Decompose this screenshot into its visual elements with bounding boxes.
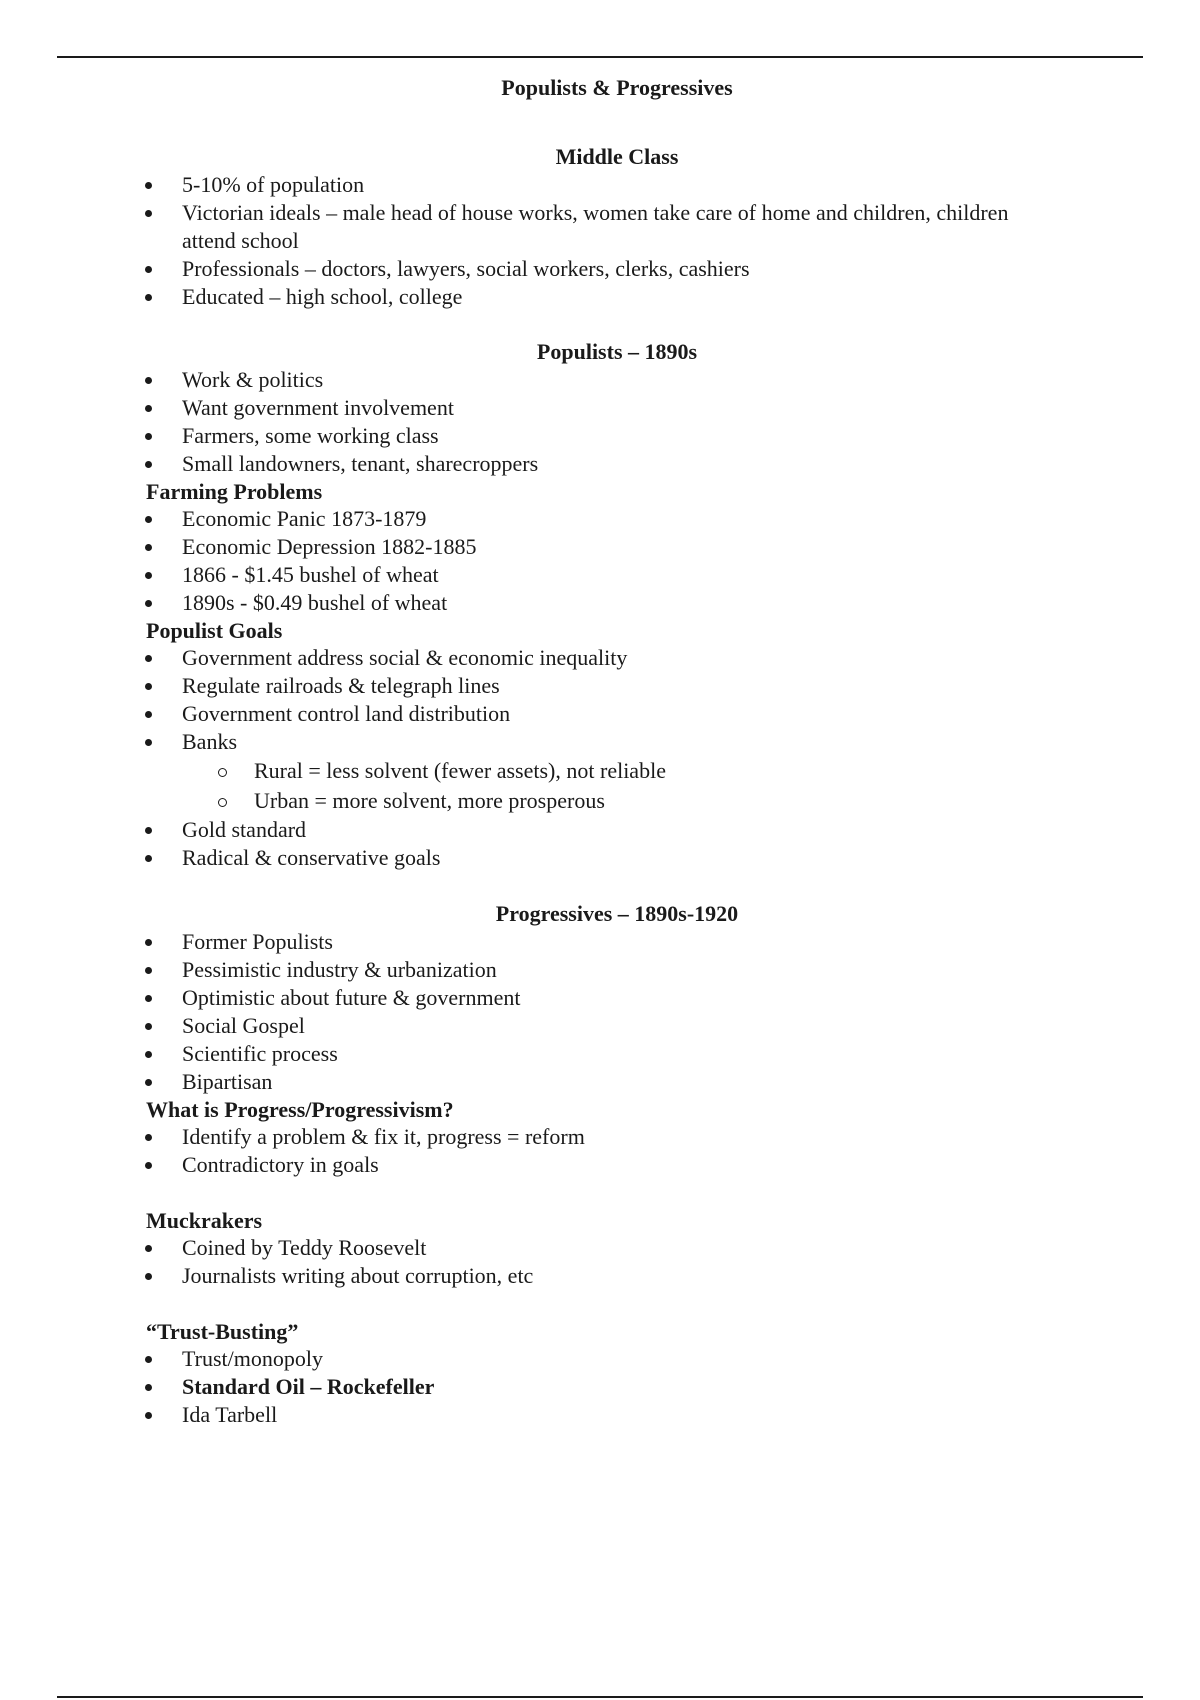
list-item: Farmers, some working class bbox=[0, 422, 1200, 450]
document-title: Populists & Progressives bbox=[501, 75, 733, 100]
list-item: Educated – high school, college bbox=[0, 283, 1200, 311]
list-item: Ida Tarbell bbox=[0, 1401, 1200, 1429]
bottom-rule bbox=[57, 1696, 1143, 1698]
section-trust-busting bbox=[0, 1318, 1200, 1429]
section-heading: Middle Class bbox=[555, 144, 679, 169]
bullet-list bbox=[0, 928, 1200, 1096]
section-progressives bbox=[0, 900, 1200, 1179]
list-item: Regulate railroads & telegraph lines bbox=[0, 672, 1200, 700]
list-item: Professionals – doctors, lawyers, social workers, clerks, cashiers bbox=[0, 255, 1200, 283]
bullet-list bbox=[0, 816, 1200, 872]
sub-heading-what-is-progress: What is Progress/Progressivism? bbox=[146, 1097, 454, 1122]
list-item: Scientific process bbox=[0, 1040, 1200, 1068]
section-heading: Progressives – 1890s-1920 bbox=[495, 901, 739, 926]
list-item: Pessimistic industry & urbanization bbox=[0, 956, 1200, 984]
list-item: Coined by Teddy Roosevelt bbox=[0, 1234, 1200, 1262]
banks-label: Banks bbox=[182, 729, 237, 754]
list-item: Contradictory in goals bbox=[0, 1151, 1200, 1179]
sub-list-item: Urban = more solvent, more prosperous bbox=[0, 786, 1200, 816]
list-item: Small landowners, tenant, sharecroppers bbox=[0, 450, 1200, 478]
sub-heading-farming-problems: Farming Problems bbox=[146, 479, 323, 504]
sub-heading-trust-busting: “Trust-Busting” bbox=[146, 1319, 299, 1344]
list-item: Economic Panic 1873-1879 bbox=[0, 505, 1200, 533]
list-item: Standard Oil – Rockefeller bbox=[0, 1373, 1200, 1401]
section-middle-class bbox=[0, 143, 1200, 311]
sub-list-item: Rural = less solvent (fewer assets), not reliable bbox=[0, 756, 1200, 786]
list-item: Identify a problem & fix it, progress = reform bbox=[0, 1123, 1200, 1151]
list-item: Victorian ideals – male head of house works, women take care of home and children, children attend school bbox=[0, 199, 1200, 255]
list-item: Social Gospel bbox=[0, 1012, 1200, 1040]
list-item: Radical & conservative goals bbox=[0, 844, 1200, 872]
list-item: Work & politics bbox=[0, 366, 1200, 394]
bullet-list bbox=[0, 366, 1200, 478]
sub-bullet-list bbox=[0, 756, 1200, 816]
section-muckrakers bbox=[0, 1207, 1200, 1290]
list-item: 5-10% of population bbox=[0, 171, 1200, 199]
list-item: Economic Depression 1882-1885 bbox=[0, 533, 1200, 561]
sub-heading-muckrakers: Muckrakers bbox=[146, 1208, 263, 1233]
list-item-banks bbox=[0, 728, 1200, 756]
bullet-list bbox=[0, 505, 1200, 617]
top-rule bbox=[57, 56, 1143, 58]
bullet-list bbox=[0, 1345, 1200, 1429]
list-item: Optimistic about future & government bbox=[0, 984, 1200, 1012]
list-item: 1890s - $0.49 bushel of wheat bbox=[0, 589, 1200, 617]
sub-heading-populist-goals: Populist Goals bbox=[146, 618, 283, 643]
list-item: Bipartisan bbox=[0, 1068, 1200, 1096]
list-item: Government control land distribution bbox=[0, 700, 1200, 728]
list-item: Want government involvement bbox=[0, 394, 1200, 422]
list-item: Trust/monopoly bbox=[0, 1345, 1200, 1373]
list-item: 1866 - $1.45 bushel of wheat bbox=[0, 561, 1200, 589]
list-item: Gold standard bbox=[0, 816, 1200, 844]
list-item: Journalists writing about corruption, etc bbox=[0, 1262, 1200, 1290]
section-heading: Populists – 1890s bbox=[536, 339, 698, 364]
bullet-list bbox=[0, 1123, 1200, 1179]
list-item: Former Populists bbox=[0, 928, 1200, 956]
bullet-list bbox=[0, 1234, 1200, 1290]
list-item: Government address social & economic inequality bbox=[0, 644, 1200, 672]
bullet-list bbox=[0, 644, 1200, 756]
section-populists bbox=[0, 338, 1200, 872]
bullet-list bbox=[0, 171, 1200, 311]
